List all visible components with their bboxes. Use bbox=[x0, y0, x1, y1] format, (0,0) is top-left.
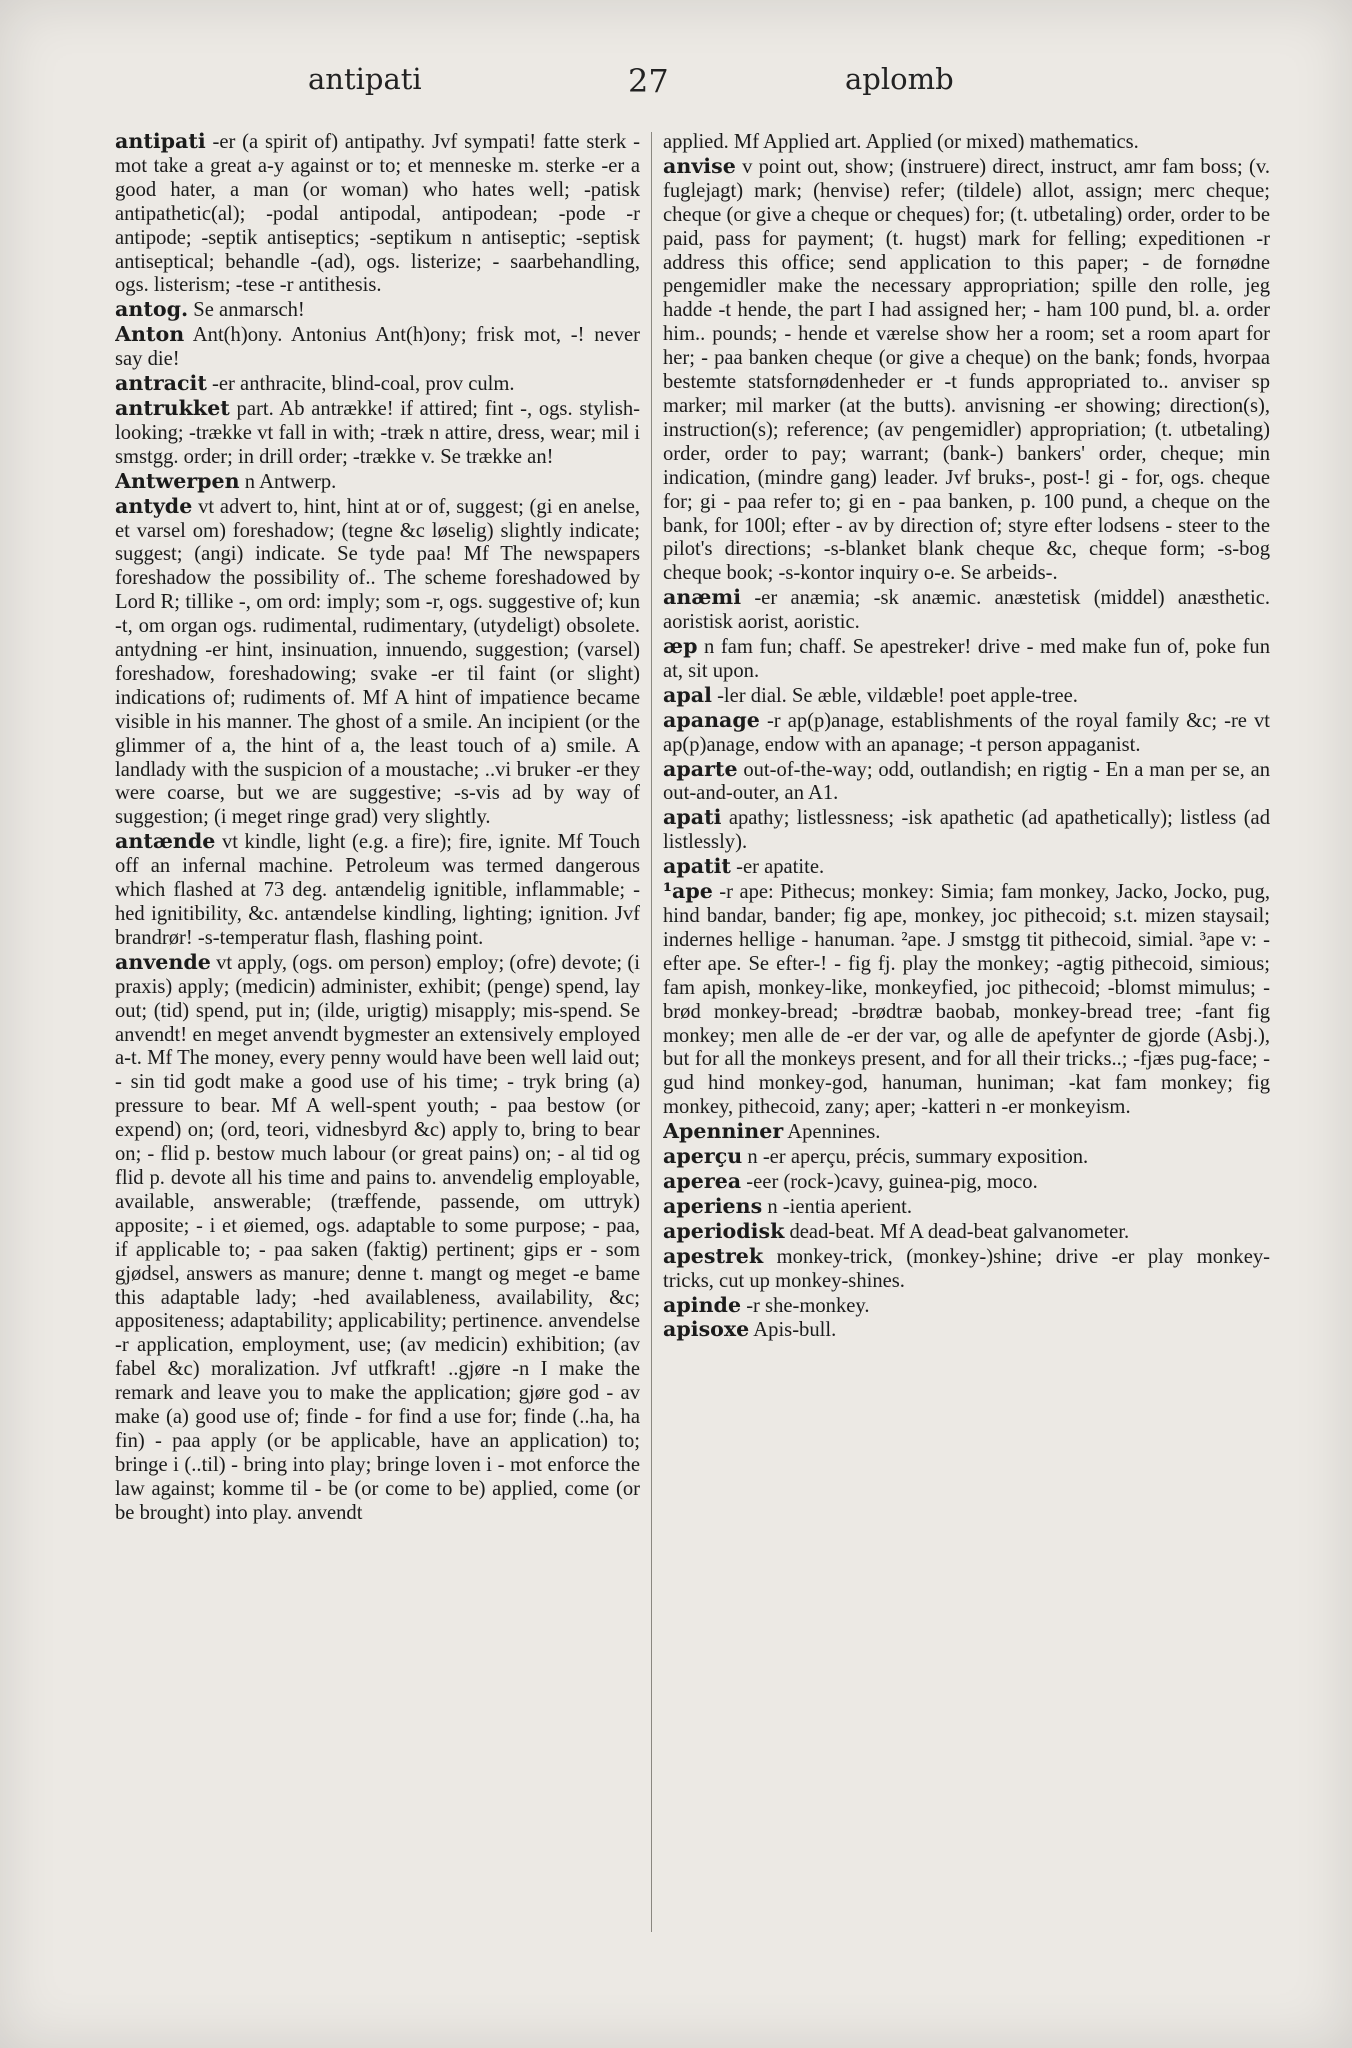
headword: anvise bbox=[663, 153, 736, 178]
entry-text: vt kindle, light (e.g. a fire); fire, ignite. Mf Touch off an infernal machine. Petroleum was termed dangerous which flashed at 73 deg. antændelig ignitible, inflammable; -hed ignitibility, &c. antændelse kindling, lighting; ignition. Jvf brandrør! -s-temperatur flash, flashing point. bbox=[115, 831, 640, 949]
entry-text: apathy; listlessness; -isk apathetic (ad apathetically); listless (ad listlessly). bbox=[663, 807, 1270, 854]
dictionary-entry bbox=[663, 1170, 1270, 1195]
dictionary-entry bbox=[663, 758, 1270, 807]
dictionary-entry bbox=[663, 1245, 1270, 1294]
headword: antracit bbox=[115, 371, 207, 396]
headword: Anton bbox=[115, 322, 185, 347]
dictionary-entry bbox=[663, 684, 1270, 709]
headword: æp bbox=[663, 634, 698, 659]
dictionary-entry bbox=[115, 372, 640, 397]
entry-text: monkey-trick, (monkey-)shine; drive -er play monkey-tricks, cut up monkey-shines. bbox=[663, 1245, 1270, 1292]
headword: antrukket bbox=[115, 395, 230, 420]
right-guide-word: aplomb bbox=[845, 62, 954, 96]
entry-text: Apennines. bbox=[783, 1121, 881, 1144]
entry-text: -r she-monkey. bbox=[741, 1294, 870, 1317]
right-column bbox=[663, 130, 1270, 1950]
dictionary-entry bbox=[115, 323, 640, 372]
dictionary-entry bbox=[663, 635, 1270, 684]
dictionary-entry bbox=[663, 1120, 1270, 1145]
entry-text: n -ientia aperient. bbox=[762, 1195, 913, 1218]
entry-text: n fam fun; chaff. Se apestreker! drive - med make fun of, poke fun at, sit upon. bbox=[663, 636, 1270, 682]
headword: anvende bbox=[115, 949, 211, 974]
headword: aperea bbox=[663, 1168, 742, 1193]
entry-text: n Antwerp. bbox=[239, 470, 337, 493]
dictionary-entry bbox=[663, 155, 1270, 586]
headword: antænde bbox=[115, 829, 216, 854]
dictionary-entry bbox=[115, 130, 640, 298]
entry-text: -ler dial. Se æble, vildæble! poet apple-tree. bbox=[711, 684, 1078, 707]
entry-text: -eer (rock-)cavy, guinea-pig, moco. bbox=[741, 1170, 1038, 1193]
entry-text: -er (a spirit of) antipathy. Jvf sympati! fatte sterk - mot take a great a-y against or to; et menneske m. sterke -er a good hater, a man (or woman) who hates well; -patisk antipathetic(al); -podal antipodal, antipodean; -pode -r antipode; -septik antiseptics; -septikum n antiseptic; -septisk antiseptical; behandle -(ad), ogs. listerize; - saarbehandling, ogs. listerism; -tese -r antithesis. bbox=[115, 131, 640, 297]
entry-text: part. Ab antrække! if attired; fint -, ogs. stylish-looking; -trække vt fall in with; -træk n attire, dress, wear; mil i smstgg. order; in drill order; -trække v. Se trække an! bbox=[115, 397, 640, 468]
entry-text: vt advert to, hint, hint at or of, suggest; (gi en anelse, et varsel om) foreshadow; (tegne &c løselig) slightly indicate; suggest; (angi) indicate. Se tyde paa! Mf The newspapers foreshadow the possibility of.. The scheme foreshadowed by Lord R; tillike -, om ord: imply; som -r, ogs. suggestive of; kun -t, om organ ogs. rudimental, rudimentary, (utydeligt) obsolete. antydning -er hint, insinuation, innuendo, suggestion; (varsel) foreshadow, foreshadowing; svake -er til faint (or slight) indications of; rudiments of. Mf A hint of impatience became visible in his manner. The ghost of a smile. An incipient (or the glimmer of a, the hint of a, the least touch of a) smile. A landlady with the suspicion of a moustache; ..vi bruker -er they were coarse, but we are suggestive; -s-vis ad by way of suggestion; (i meget ringe grad) very slightly. bbox=[115, 495, 640, 829]
entry-text: Apis-bull. bbox=[749, 1319, 837, 1342]
entry-text: Ant(h)ony. Antonius Ant(h)ony; frisk mot, -! never say die! bbox=[115, 324, 640, 371]
headword: antipati bbox=[115, 130, 206, 153]
headword: apinde bbox=[663, 1292, 742, 1317]
headword: apatit bbox=[663, 854, 731, 879]
dictionary-entry bbox=[663, 586, 1270, 635]
headword: antog. bbox=[115, 297, 189, 322]
entry-text: applied. Mf Applied art. Applied (or mixed) mathematics. bbox=[663, 131, 1139, 153]
entry-text: dead-beat. Mf A dead-beat galvanometer. bbox=[784, 1220, 1130, 1243]
entry-text: out-of-the-way; odd, outlandish; en rigtig - En a man per se, an out-and-outer, an A1. bbox=[663, 758, 1270, 805]
dictionary-entry bbox=[663, 1195, 1270, 1220]
entry-text: Se anmarsch! bbox=[188, 299, 305, 322]
dictionary-entry bbox=[115, 397, 640, 470]
column-divider bbox=[651, 132, 652, 1932]
dictionary-entry bbox=[115, 470, 640, 495]
dictionary-entry bbox=[115, 495, 640, 831]
entry-text: -er apatite. bbox=[730, 856, 825, 879]
page-number: 27 bbox=[628, 62, 669, 100]
headword: Antwerpen bbox=[115, 468, 240, 493]
dictionary-entry bbox=[663, 1318, 1270, 1343]
left-guide-word: antipati bbox=[308, 62, 422, 96]
dictionary-entry bbox=[663, 806, 1270, 855]
entry-text: -er anæmia; -sk anæmic. anæstetisk (middel) anæsthetic. aoristisk aorist, aoristic. bbox=[663, 587, 1270, 634]
entry-text: -r ap(p)anage, establishments of the royal family &c; -re vt ap(p)anage, endow with an apanage; -t person appaganist. bbox=[663, 709, 1270, 756]
left-column bbox=[115, 130, 640, 1950]
headword: Apenniner bbox=[663, 1119, 784, 1144]
headword: antyde bbox=[115, 493, 193, 518]
headword: anæmi bbox=[663, 585, 742, 610]
headword: apanage bbox=[663, 707, 760, 732]
dictionary-entry bbox=[663, 1294, 1270, 1319]
dictionary-entry bbox=[115, 951, 640, 1526]
headword: apati bbox=[663, 805, 722, 830]
headword: apestrek bbox=[663, 1243, 764, 1268]
entry-text: -er anthracite, blind-coal, prov culm. bbox=[206, 373, 515, 396]
dictionary-entry bbox=[663, 1145, 1270, 1170]
headword: apisoxe bbox=[663, 1317, 750, 1342]
headword: aparte bbox=[663, 756, 738, 781]
dictionary-entry bbox=[663, 855, 1270, 880]
entry-text: n -er aperçu, précis, summary exposition. bbox=[742, 1146, 1089, 1169]
headword: aperiens bbox=[663, 1193, 763, 1218]
headword: aperiodisk bbox=[663, 1218, 785, 1243]
headword: ¹ape bbox=[663, 879, 713, 904]
headword: aperçu bbox=[663, 1144, 743, 1169]
dictionary-entry bbox=[663, 880, 1270, 1120]
running-head bbox=[0, 62, 1352, 112]
dictionary-entry bbox=[115, 830, 640, 951]
dictionary-entry bbox=[115, 298, 640, 323]
dictionary-entry bbox=[663, 709, 1270, 758]
dictionary-entry bbox=[663, 1220, 1270, 1245]
entry-text: vt apply, (ogs. om person) employ; (ofre) devote; (i praxis) apply; (medicin) administer, exhibit; (penge) spend, lay out; (tid) spend, put in; (ilde, urigtig) misapply; mis-spend. Se anvendt! en meget anvendt bygmester an extensively employed a-t. Mf The money, every penny would have been well laid out; - sin tid godt make a good use of his time; - tryk bring (a) pressure to bear. Mf A well-spent youth; - paa bestow (or expend) on; (ord, teori, vidnesbyrd &c) apply to, bring to bear on; - flid p. bestow much labour (or great pains) on; - al tid og flid p. devote all his time and pains to. anvendelig employable, available, answerable; (træffende, passende, om uttryk) apposite; - i et øiemed, ogs. adaptable to some purpose; - paa, if applicable to; - paa saken (faktig) pertinent; gips er - som gjødsel, answers as manure; denne t. mangt og meget -e bame this adaptable lady; -hed availableness, availability, &c; appositeness; adaptability; applicability; pertinence. anvendelse -r application, employment, use; (av medicin) exhibition; (av fabel &c) moralization. Jvf utfkraft! ..gjøre -n I make the remark and leave you to make the application; gjøre god - av make (a) good use of; finde - for find a use for; finde (..ha, ha fin) - paa apply (or be applicable, have an application) to; bringe i (..til) - bring into play; bringe loven i - mot enforce the law against; komme til - be (or come to be) applied, come (or be brought) into play. anvendt bbox=[115, 951, 640, 1524]
dictionary-entry bbox=[663, 130, 1270, 155]
entry-text: -r ape: Pithecus; monkey: Simia; fam monkey, Jacko, Jocko, pug, hind bandar, bander; fig ape, monkey, joc pithecoid; s.t. mizen staysail; indernes hellige - hanuman. ²ape. J smstgg tit pithecoid, simial. ³ape v: - efter ape. Se efter-! - fig fj. play the monkey; -agtig pithecoid, simious; fam apish, monkey-like, monkeyfied, joc pithecoid; -blomst mimulus; -brød monkey-bread; -brødtræ baobab, monkey-bread tree; -fant fig monkey; men alle de -er der var, og alle de apefynter de gjorde (Asbj.), but for all the monkeys present, and for all their tricks..; -fjæs pug-face; -gud hind monkey-god, hanuman, huniman; -kat fam monkey; fig monkey, pithecoid, zany; aper; -katteri n -er monkeyism. bbox=[663, 881, 1270, 1119]
headword: apal bbox=[663, 682, 712, 707]
entry-text: v point out, show; (instruere) direct, instruct, amr fam boss; (v. fuglejagt) mark; (henvise) refer; (tildele) allot, assign; merc cheque; cheque (or give a cheque or cheques) for; (t. utbetaling) order, order to be paid, pass for payment; (t. hugst) mark for felling; expeditionen -r address this office; send application to this paper; - de fornødne pengemidler make the necessary appropriation; spille den rolle, jeg hadde -t hende, the part I had assigned her; - ham 100 pund, bl. a. order him.. pounds; - hende et værelse show her a room; set a room apart for her; - paa banken cheque (or give a cheque) on the bank; fonds, hvorpaa bestemte statsfornødenheder er -t funds appropriated to.. anviser sp marker; mil marker (at the butts). anvisning -er showing; direction(s), instruction(s); reference; (av pengemidler) appropriation; (t. utbetaling) order, order to pay; warrant; (bank-) bankers' order, cheque; min indication, (mindre gang) leader. Jvf bruks-, post-! gi - for, ogs. cheque for; gi - paa refer to; gi en - paa banken, p. 100 pund, a cheque on the bank, for 100l; efter - av by direction of; styre efter lodsens - steer to the pilot's directions; -s-blanket blank cheque &c, cheque form; -s-bog cheque book; -s-kontor inquiry o-e. Se arbeids-. bbox=[663, 155, 1270, 585]
